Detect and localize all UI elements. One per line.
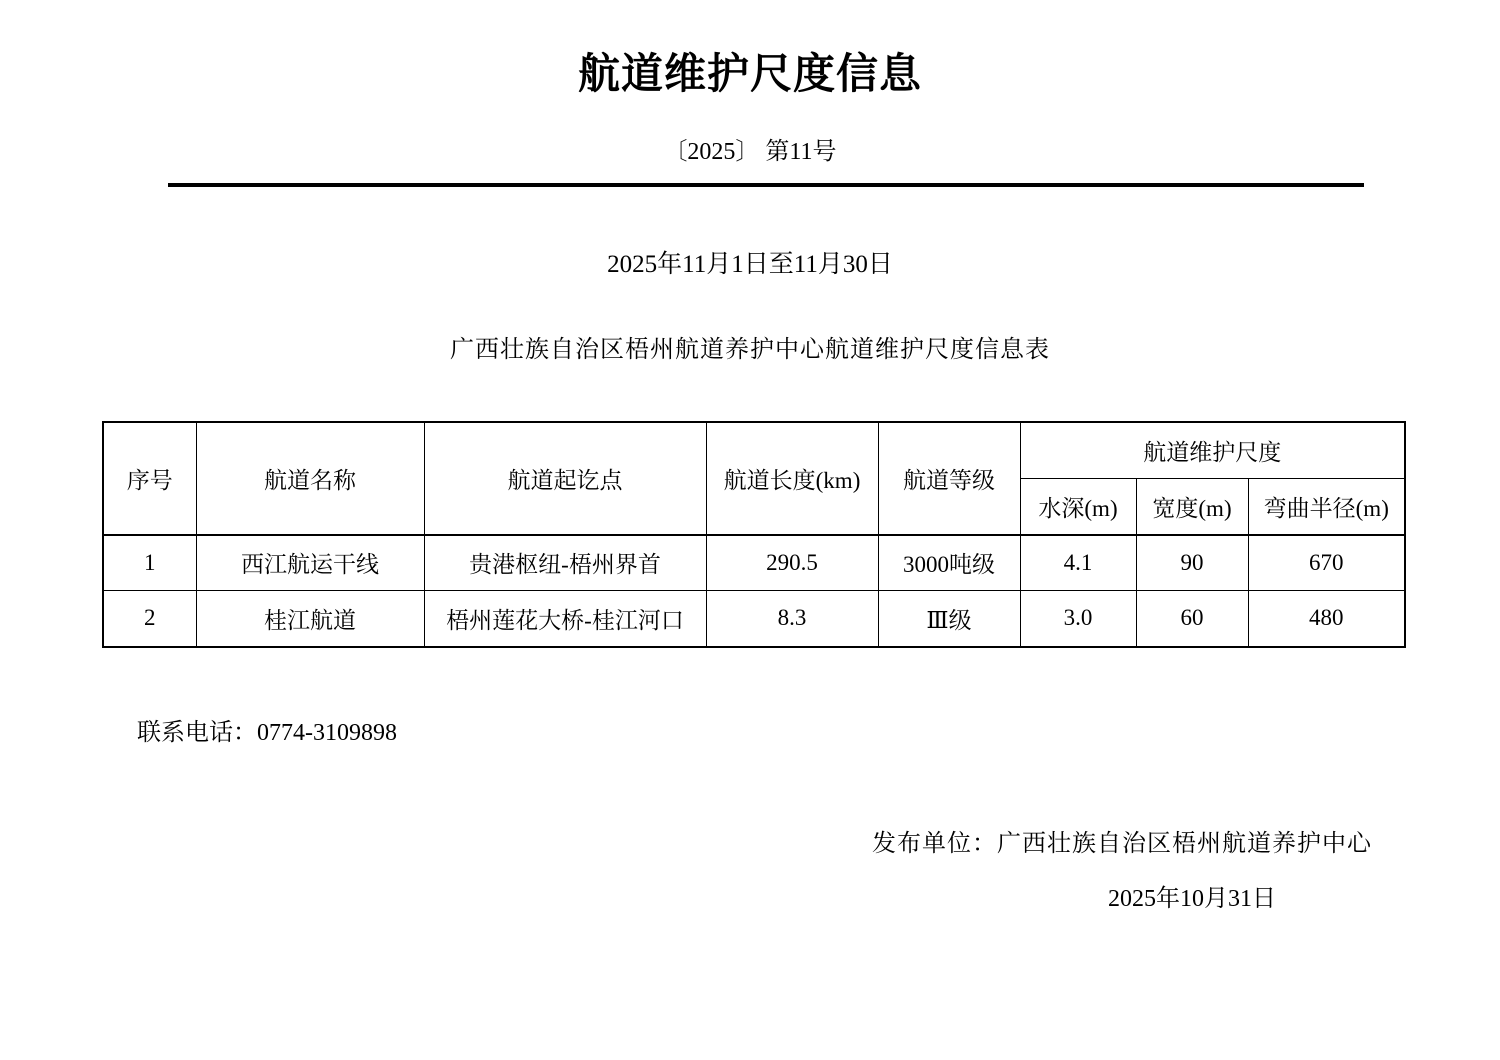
cell-depth: 4.1 [1020,535,1136,590]
header-endpoints: 航道起讫点 [424,422,706,535]
contact-phone: 联系电话：0774-3109898 [137,720,397,746]
table-title: 广西壮族自治区梧州航道养护中心航道维护尺度信息表 [450,337,1050,363]
cell-length: 290.5 [706,535,878,590]
cell-width: 60 [1136,590,1248,647]
channel-maintenance-table [102,421,1406,648]
cell-width: 90 [1136,535,1248,590]
cell-channel-name: 西江航运干线 [196,535,424,590]
document-number: 〔2025〕 第11号 [663,139,837,165]
header-seq: 序号 [103,422,196,535]
cell-endpoints: 贵港枢纽-梧州界首 [424,535,706,590]
cell-radius: 480 [1248,590,1405,647]
header-radius: 弯曲半径(m) [1248,478,1405,535]
cell-grade: 3000吨级 [878,535,1020,590]
header-width: 宽度(m) [1136,478,1248,535]
publish-date: 2025年10月31日 [1108,886,1276,912]
cell-length: 8.3 [706,590,878,647]
header-maintenance-group: 航道维护尺度 [1020,422,1405,478]
cell-channel-name: 桂江航道 [196,590,424,647]
header-channel-name: 航道名称 [196,422,424,535]
table-row [103,590,1405,647]
publisher-line: 发布单位：广西壮族自治区梧州航道养护中心 [872,831,1372,857]
table-header-row-group [103,422,1405,478]
cell-seq: 1 [103,535,196,590]
header-grade: 航道等级 [878,422,1020,535]
title-divider-rule [168,183,1364,187]
table-row [103,535,1405,590]
header-depth: 水深(m) [1020,478,1136,535]
cell-radius: 670 [1248,535,1405,590]
validity-period: 2025年11月1日至11月30日 [607,251,893,278]
cell-endpoints: 梧州莲花大桥-桂江河口 [424,590,706,647]
cell-depth: 3.0 [1020,590,1136,647]
cell-seq: 2 [103,590,196,647]
header-length: 航道长度(km) [706,422,878,535]
cell-grade: Ⅲ级 [878,590,1020,647]
document-title: 航道维护尺度信息 [577,52,922,98]
